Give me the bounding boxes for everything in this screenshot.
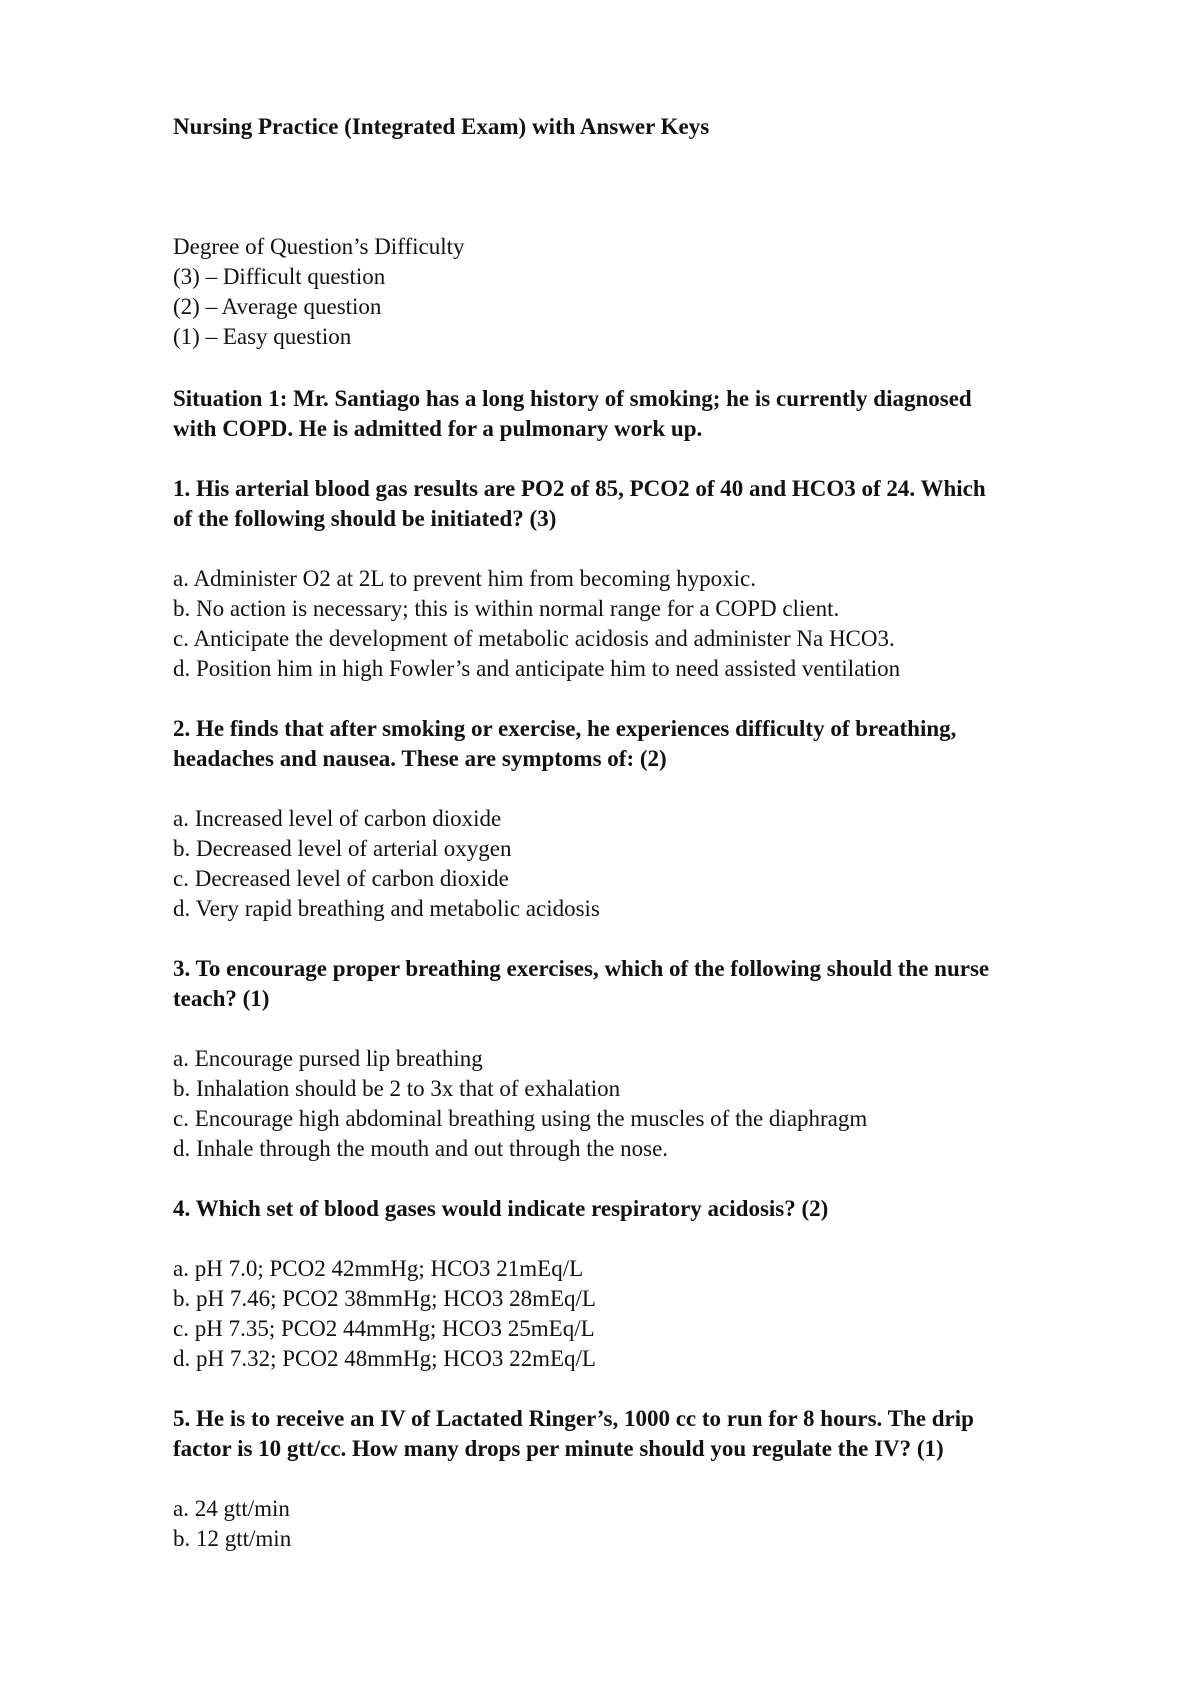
question-1-text: of the following should be initiated? (3) — [173, 506, 557, 531]
question-1-option-c: c. Anticipate the development of metabolic acidosis and administer Na HCO3. — [173, 626, 895, 651]
question-3-text: 3. To encourage proper breathing exercises, which of the following should the nurse — [173, 956, 990, 981]
question-4-options — [173, 1254, 1133, 1374]
question-1-option-b: b. No action is necessary; this is within normal range for a COPD client. — [173, 596, 840, 621]
document-title: Nursing Practice (Integrated Exam) with Answer Keys — [173, 114, 710, 139]
question-4-option-d: d. pH 7.32; PCO2 48mmHg; HCO3 22mEq/L — [173, 1346, 596, 1371]
question-2-option-a: a. Increased level of carbon dioxide — [173, 806, 502, 831]
question-4-option-b: b. pH 7.46; PCO2 38mmHg; HCO3 28mEq/L — [173, 1286, 596, 1311]
question-5-text: 5. He is to receive an IV of Lactated Ringer’s, 1000 cc to run for 8 hours. The drip — [173, 1406, 974, 1431]
question-5 — [173, 1404, 1133, 1464]
question-1-option-d: d. Position him in high Fowler’s and anticipate him to need assisted ventilation — [173, 656, 901, 681]
question-4-option-a: a. pH 7.0; PCO2 42mmHg; HCO3 21mEq/L — [173, 1256, 584, 1281]
question-3-option-c: c. Encourage high abdominal breathing using the muscles of the diaphragm — [173, 1106, 868, 1131]
question-4-text: 4. Which set of blood gases would indicate respiratory acidosis? (2) — [173, 1196, 829, 1221]
question-3-options — [173, 1044, 1133, 1164]
question-3-text: teach? (1) — [173, 986, 270, 1011]
question-1-text: 1. His arterial blood gas results are PO2 of 85, PCO2 of 40 and HCO3 of 24. Which — [173, 476, 986, 501]
question-3 — [173, 954, 1133, 1014]
situation-line: Situation 1: Mr. Santiago has a long history of smoking; he is currently diagnosed — [173, 386, 972, 411]
difficulty-level-2: (2) – Average question — [173, 294, 382, 319]
question-2-option-b: b. Decreased level of arterial oxygen — [173, 836, 512, 861]
question-2-option-d: d. Very rapid breathing and metabolic acidosis — [173, 896, 600, 921]
difficulty-legend — [173, 232, 1133, 352]
question-5-option-b: b. 12 gtt/min — [173, 1526, 292, 1551]
question-5-text: factor is 10 gtt/cc. How many drops per minute should you regulate the IV? (1) — [173, 1436, 944, 1461]
question-2-options — [173, 804, 1133, 924]
situation-line: with COPD. He is admitted for a pulmonary work up. — [173, 416, 703, 441]
question-3-option-b: b. Inhalation should be 2 to 3x that of exhalation — [173, 1076, 621, 1101]
difficulty-level-3: (3) – Difficult question — [173, 264, 386, 289]
question-2-text: headaches and nausea. These are symptoms of: (2) — [173, 746, 667, 771]
difficulty-level-1: (1) – Easy question — [173, 324, 352, 349]
question-1-options — [173, 564, 1133, 684]
question-5-option-a: a. 24 gtt/min — [173, 1496, 290, 1521]
question-3-option-a: a. Encourage pursed lip breathing — [173, 1046, 483, 1071]
question-5-options — [173, 1494, 1133, 1554]
question-4 — [173, 1194, 1133, 1224]
difficulty-heading: Degree of Question’s Difficulty — [173, 234, 465, 259]
question-3-option-d: d. Inhale through the mouth and out through the nose. — [173, 1136, 669, 1161]
document-page — [173, 112, 1133, 1554]
question-1 — [173, 474, 1133, 534]
question-2-text: 2. He finds that after smoking or exercise, he experiences difficulty of breathing, — [173, 716, 957, 741]
question-2-option-c: c. Decreased level of carbon dioxide — [173, 866, 509, 891]
situation-1 — [173, 384, 1133, 444]
question-1-option-a: a. Administer O2 at 2L to prevent him from becoming hypoxic. — [173, 566, 756, 591]
question-2 — [173, 714, 1133, 774]
question-4-option-c: c. pH 7.35; PCO2 44mmHg; HCO3 25mEq/L — [173, 1316, 595, 1341]
